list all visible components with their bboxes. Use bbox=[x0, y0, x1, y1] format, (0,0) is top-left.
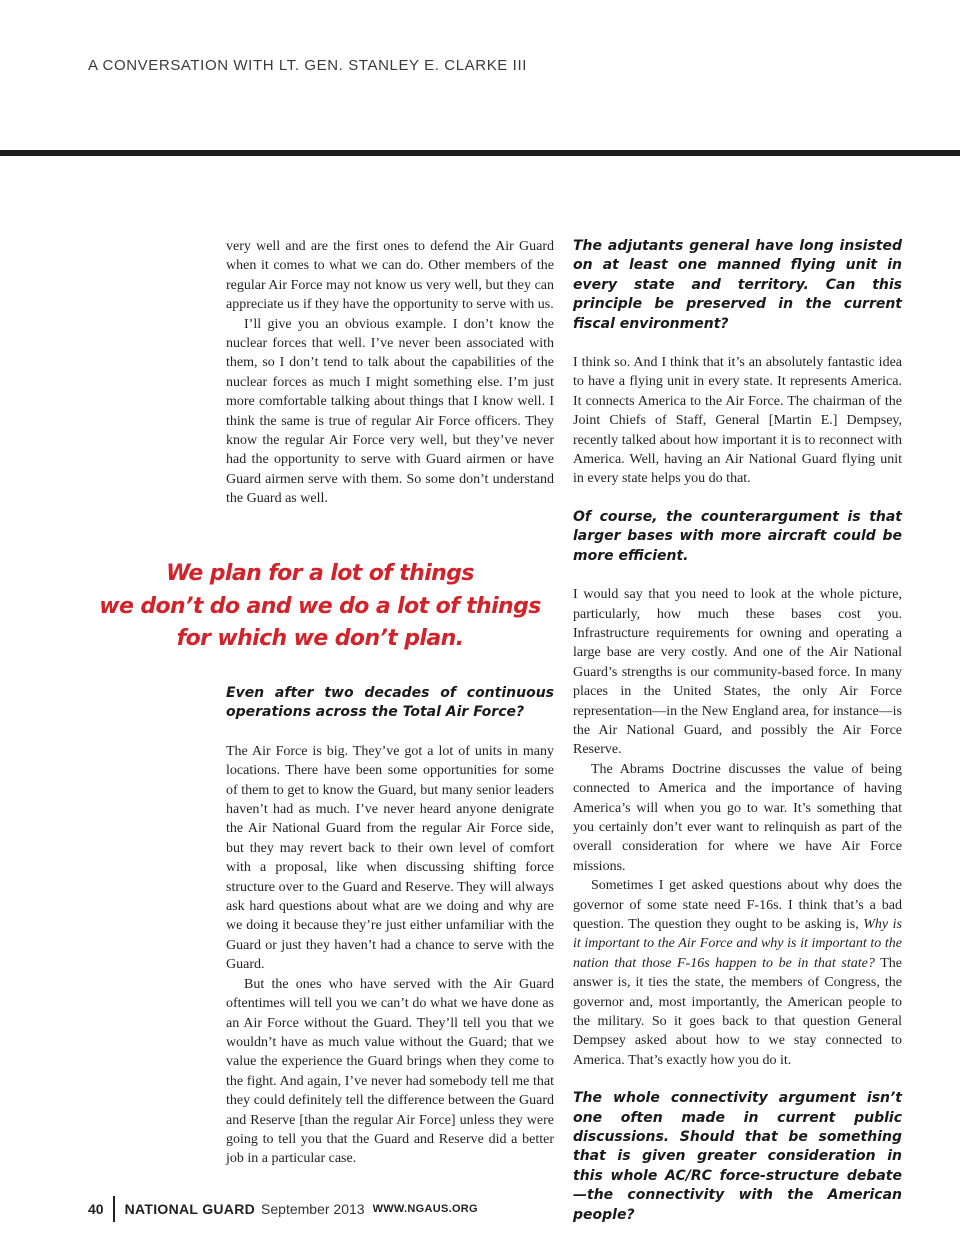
header-rule bbox=[0, 150, 960, 156]
page-number: 40 bbox=[88, 1201, 104, 1217]
page-footer bbox=[88, 1196, 478, 1222]
running-head: A CONVERSATION WITH LT. GEN. STANLEY E. CLARKE III bbox=[88, 57, 527, 74]
interview-question: The adjutants general have long insisted on at least one manned flying unit in every state and territory. Can this principle be preserved in the current fiscal environment? bbox=[573, 238, 902, 332]
footer-divider bbox=[113, 1196, 115, 1222]
body-paragraph: The Air Force is big. They’ve got a lot of units in many locations. There have been some opportunities for some of them to get to know the Guard, but many senior leaders haven’t had as much. I’ve never heard anyone denigrate the Air National Guard from the regular Air Force side, but they may revert back to their own level of comfort with a proposal, like when discussing shifting force structure over to the Guard and Reserve. They will always ask hard questions about what are we doing and why are we doing it because they’re just either unfamiliar with the Guard or just they haven’t had a chance to serve with the Guard. bbox=[226, 743, 554, 973]
body-text: Sometimes I get asked questions about why does the governor of some state need F-16s. I think that’s a bad question. The question they ought to be asking is, bbox=[573, 878, 902, 932]
body-paragraph: But the ones who have served with the Air Guard oftentimes will tell you we can’t do what we have done as an Air Force without the Guard. They’ll tell you that we wouldn’t have as much value without the Guard; that we value the experience the Guard brings when they come to the fight. And again, I’ve never had somebody tell me that they could definitely tell the difference between the Guard and Reserve [than the regular Air Force] unless they were going to tell you that the Guard and Reserve did a better job in a particular case. bbox=[226, 976, 554, 1167]
body-paragraph: I would say that you need to look at the whole picture, particularly, how much these bases cost you. Infrastructure requirements for owning and operating a large base are very costly. And one of the Air National Guard’s strengths is our community-based force. In many places in the United States, the only Air Force representation—in the New England area, for instance—is the Air National Guard, and possibly the Air Force Reserve. bbox=[573, 587, 902, 758]
spacer bbox=[573, 489, 902, 508]
spacer bbox=[573, 566, 902, 585]
left-column-top bbox=[226, 237, 554, 509]
body-paragraph bbox=[573, 876, 902, 1070]
interview-question: The whole connectivity argument isn’t one often made in current public discussions. Should that be something that is given greater consideration in this whole AC/RC force-structure debate—the connectivity with the American people? bbox=[573, 1090, 902, 1223]
pull-quote-line: for which we don’t plan. bbox=[176, 626, 464, 651]
left-column-bottom bbox=[226, 684, 554, 1169]
body-paragraph: very well and are the first ones to defend the Air Guard when it comes to what we can do. Other members of the regular Air Force may not know us very well, but they can appreciate us if they have the opportunity to serve with us. bbox=[226, 239, 554, 313]
body-paragraph: The Abrams Doctrine discusses the value of being connected to America and the importance of having America’s will when you go to war. It’s something that you certainly don’t ever want to relinquish as part of the overall consideration for where we have Air Force missions. bbox=[573, 761, 902, 874]
magazine-name: NATIONAL GUARD bbox=[124, 1201, 256, 1217]
italic-question-text: Why is it important to the Air Force and why is it important to the nation that those F-16s happen to be in that state? bbox=[573, 917, 902, 971]
pull-quote-line: we don’t do and we do a lot of things bbox=[99, 593, 541, 619]
spacer bbox=[226, 723, 554, 742]
interview-question: Even after two decades of continuous operations across the Total Air Force? bbox=[226, 685, 554, 721]
pull-quote-line: We plan for a lot of things bbox=[166, 561, 474, 586]
body-paragraph: I’ll give you an obvious example. I don’t know the nuclear forces that well. I’ve never been associated with them, so I don’t tend to talk about the capabilities of the nuclear forces as much I might something else. I’m just more comfortable talking about things that I know well. I think the same is true of regular Air Force officers. They know the regular Air Force very well, but they’ve never had the opportunity to serve with Guard airmen or have Guard airmen serve with them. So some don’t understand the Guard as well. bbox=[226, 316, 554, 507]
right-column bbox=[573, 237, 902, 1225]
pull-quote bbox=[96, 558, 544, 656]
body-paragraph: I think so. And I think that it’s an absolutely fantastic idea to have a flying unit in every state. It represents America. It connects America to the Air Force. The chairman of the Joint Chiefs of Staff, General [Martin E.] Dempsey, recently talked about how important it is to reconnect with America. Well, having an Air National Guard flying unit in every state helps you do that. bbox=[573, 355, 902, 487]
spacer bbox=[573, 1070, 902, 1089]
body-text: The answer is, it ties the state, the members of Congress, the governor and, most importantly, the American people to the military. So it goes back to that question General Dempsey asked about how to we stay connected to America. That’s exactly how you do it. bbox=[573, 955, 903, 1068]
issue-date: September 2013 bbox=[261, 1201, 365, 1217]
interview-question: Of course, the counterargument is that larger bases with more aircraft could be more efficient. bbox=[573, 508, 902, 564]
website-url: WWW.NGAUS.ORG bbox=[372, 1203, 478, 1215]
spacer bbox=[573, 334, 902, 353]
